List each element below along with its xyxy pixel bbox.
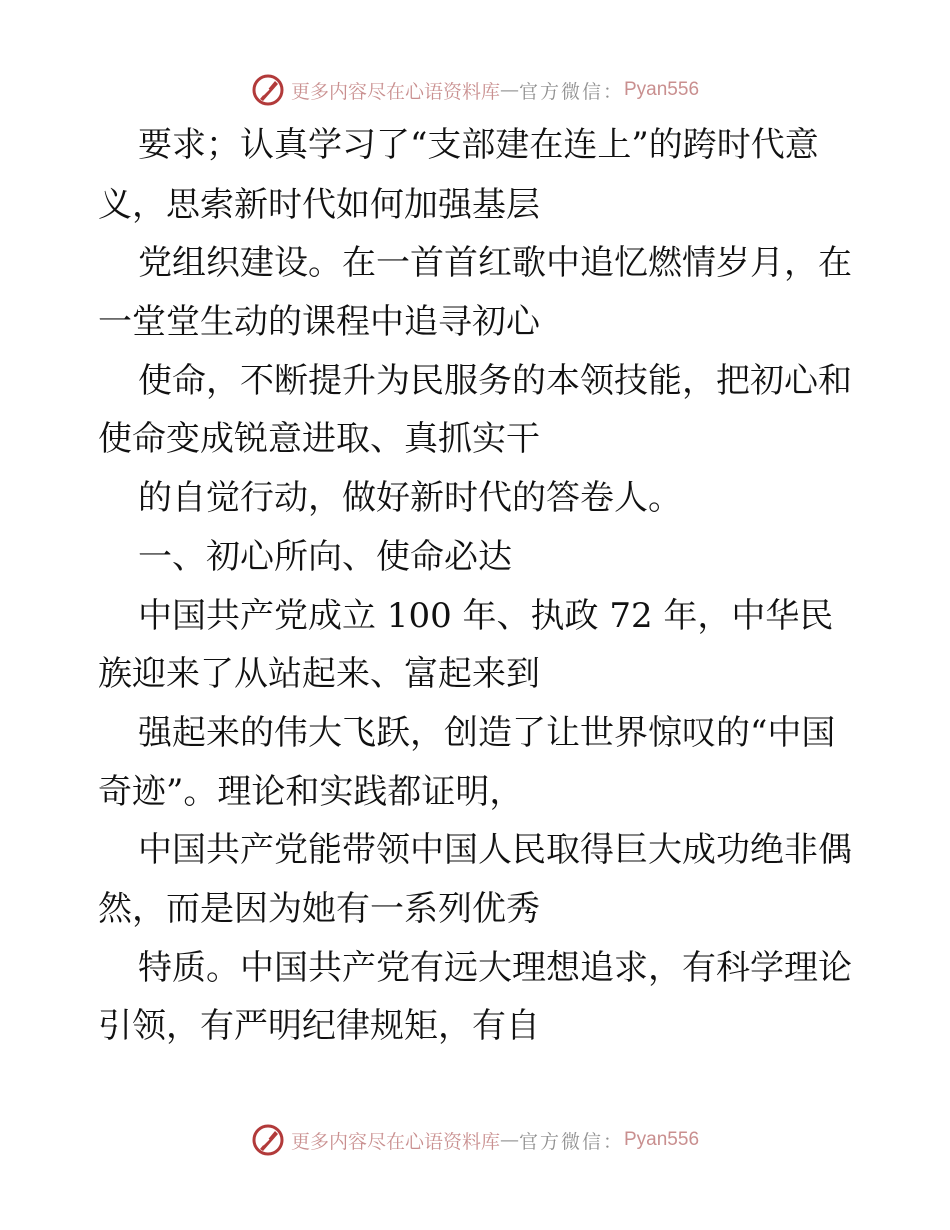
footer-banner — [0, 1120, 950, 1160]
body-line: 中国共产党能带领中国人民取得巨大成功绝非偶 — [138, 830, 852, 870]
banner-separator: — — [499, 1129, 519, 1151]
body-line: 中国共产党成立 100 年、执政 72 年，中华民 — [138, 596, 834, 636]
banner-title: 更多内容尽在心语资料库 — [290, 80, 500, 103]
body-line: 强起来的伟大飞跃，创造了让世界惊叹的“中国 — [138, 713, 836, 753]
body-line: 的自觉行动，做好新时代的答卷人。 — [138, 478, 682, 518]
header-banner — [0, 70, 950, 110]
body-line: 引领，有严明纪律规矩，有自 — [98, 1006, 540, 1046]
body-line: 使命变成锐意进取、真抓实干 — [98, 419, 540, 459]
body-line: 使命，不断提升为民服务的本领技能，把初心和 — [138, 361, 852, 401]
body-line: 要求；认真学习了“支部建在连上”的跨时代意 — [138, 125, 819, 165]
body-line: 党组织建设。在一首首红歌中追忆燃情岁月，在 — [138, 243, 852, 283]
banner-title: 更多内容尽在心语资料库 — [290, 1130, 500, 1153]
body-line: 奇迹”。理论和实践都证明， — [98, 772, 524, 812]
banner-wechat-label: 官方微信： — [518, 80, 624, 103]
banner-separator: — — [499, 79, 519, 101]
banner-wechat-label: 官方微信： — [518, 1130, 624, 1153]
banner-wechat-id: Pyan556 — [624, 1129, 700, 1150]
quill-pen-circle-icon — [251, 73, 285, 107]
body-line: 然，而是因为她有一系列优秀 — [98, 889, 540, 929]
body-line: 特质。中国共产党有远大理想追求，有科学理论 — [138, 948, 852, 988]
section-heading: 一、初心所向、使命必达 — [138, 537, 512, 577]
body-line: 族迎来了从站起来、富起来到 — [98, 654, 540, 694]
body-line: 一堂堂生动的课程中追寻初心 — [98, 302, 540, 342]
quill-pen-circle-icon — [251, 1123, 285, 1157]
body-line: 义，思索新时代如何加强基层 — [98, 185, 540, 225]
banner-wechat-id: Pyan556 — [624, 79, 700, 100]
